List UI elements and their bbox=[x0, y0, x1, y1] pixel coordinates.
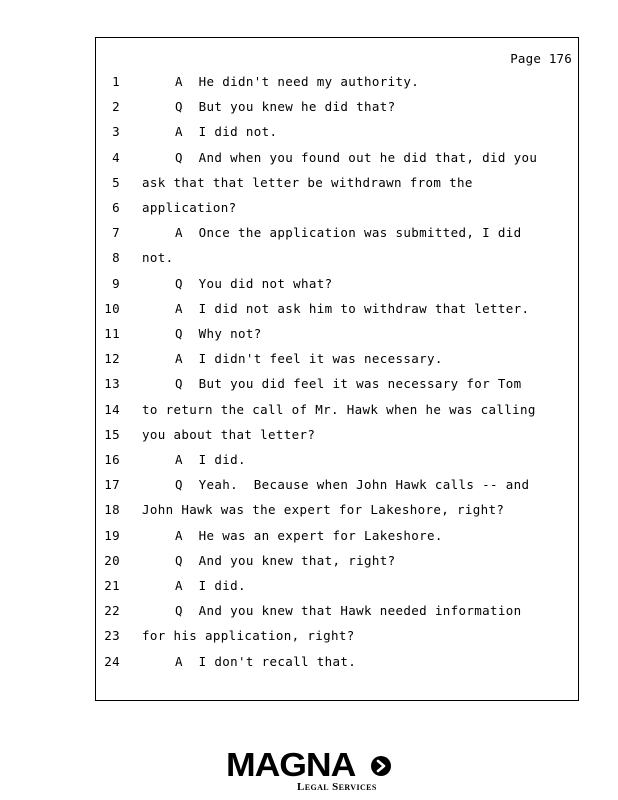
transcript-line bbox=[96, 74, 578, 99]
line-number: 23 bbox=[104, 628, 120, 644]
line-number: 21 bbox=[104, 578, 120, 593]
line-text: for his application, right? bbox=[142, 628, 355, 644]
logo-wordmark: MAGNA bbox=[226, 746, 356, 783]
transcript-line bbox=[96, 654, 578, 679]
transcript-line bbox=[96, 477, 578, 502]
line-number: 22 bbox=[104, 603, 120, 619]
line-number: 14 bbox=[104, 401, 120, 417]
line-text: A I don't recall that. bbox=[175, 653, 357, 669]
line-number: 24 bbox=[104, 653, 120, 669]
line-text: Q But you did feel it was necessary for Tom bbox=[175, 376, 522, 392]
transcript-line bbox=[96, 402, 578, 427]
line-number: 12 bbox=[104, 351, 120, 367]
arrow-circle-icon bbox=[370, 755, 392, 777]
transcript-line bbox=[96, 124, 578, 149]
line-number: 19 bbox=[104, 527, 120, 543]
transcript-line bbox=[96, 225, 578, 250]
line-text: A I did. bbox=[175, 578, 246, 593]
line-number: 1 bbox=[112, 74, 120, 89]
line-text: ask that that letter be withdrawn from the bbox=[142, 174, 473, 190]
line-text: A I did. bbox=[175, 452, 246, 467]
line-number: 9 bbox=[112, 275, 120, 291]
transcript-line bbox=[96, 603, 578, 628]
line-text: A Once the application was submitted, I did bbox=[175, 225, 522, 241]
line-number: 20 bbox=[104, 552, 120, 568]
transcript-line bbox=[96, 376, 578, 401]
transcript-line bbox=[96, 250, 578, 275]
line-text: Q You did not what? bbox=[175, 275, 333, 291]
transcript-line bbox=[96, 175, 578, 200]
line-number: 2 bbox=[112, 99, 120, 115]
transcript-line bbox=[96, 326, 578, 351]
transcript-line bbox=[96, 276, 578, 301]
line-text: Q And you knew that, right? bbox=[175, 552, 396, 568]
line-text: application? bbox=[142, 200, 237, 215]
line-number: 15 bbox=[104, 426, 120, 442]
transcript-line bbox=[96, 528, 578, 553]
transcript-line bbox=[96, 351, 578, 376]
line-text: you about that letter? bbox=[142, 426, 316, 442]
line-number: 11 bbox=[104, 326, 120, 341]
transcript-line bbox=[96, 427, 578, 452]
line-number: 17 bbox=[104, 477, 120, 493]
line-text: A I did not. bbox=[175, 124, 278, 140]
line-text: Q Why not? bbox=[175, 326, 262, 341]
line-text: Q And you knew that Hawk needed information bbox=[175, 603, 522, 619]
transcript-line bbox=[96, 200, 578, 225]
page-number: Page 176 bbox=[510, 51, 572, 66]
line-text: A I did not ask him to withdraw that letter. bbox=[175, 300, 530, 316]
line-text: Q But you knew he did that? bbox=[175, 99, 396, 115]
line-text: John Hawk was the expert for Lakeshore, right? bbox=[142, 502, 505, 518]
line-number: 3 bbox=[112, 124, 120, 140]
transcript-line bbox=[96, 99, 578, 124]
transcript-line bbox=[96, 628, 578, 653]
line-text: Q Yeah. Because when John Hawk calls -- and bbox=[175, 477, 530, 493]
magna-logo bbox=[226, 748, 396, 794]
line-number: 6 bbox=[112, 200, 120, 215]
line-text: A He didn't need my authority. bbox=[175, 74, 420, 89]
transcript-line bbox=[96, 301, 578, 326]
line-number: 4 bbox=[112, 149, 120, 165]
line-number: 8 bbox=[112, 250, 120, 266]
line-number: 10 bbox=[104, 300, 120, 316]
line-number: 7 bbox=[112, 225, 120, 241]
transcript-line bbox=[96, 553, 578, 578]
transcript-line bbox=[96, 452, 578, 477]
line-text: not. bbox=[142, 250, 174, 266]
line-number: 16 bbox=[104, 452, 120, 467]
line-text: A He was an expert for Lakeshore. bbox=[175, 527, 443, 543]
transcript-line bbox=[96, 150, 578, 175]
line-number: 18 bbox=[104, 502, 120, 518]
line-number: 5 bbox=[112, 174, 120, 190]
line-text: to return the call of Mr. Hawk when he was calling bbox=[142, 401, 536, 417]
line-text: A I didn't feel it was necessary. bbox=[175, 351, 443, 367]
line-number: 13 bbox=[104, 376, 120, 392]
line-text: Q And when you found out he did that, did you bbox=[175, 149, 538, 165]
logo-tagline: Legal Services bbox=[297, 781, 377, 793]
transcript-line bbox=[96, 502, 578, 527]
transcript-line bbox=[96, 578, 578, 603]
transcript-page bbox=[95, 37, 579, 701]
